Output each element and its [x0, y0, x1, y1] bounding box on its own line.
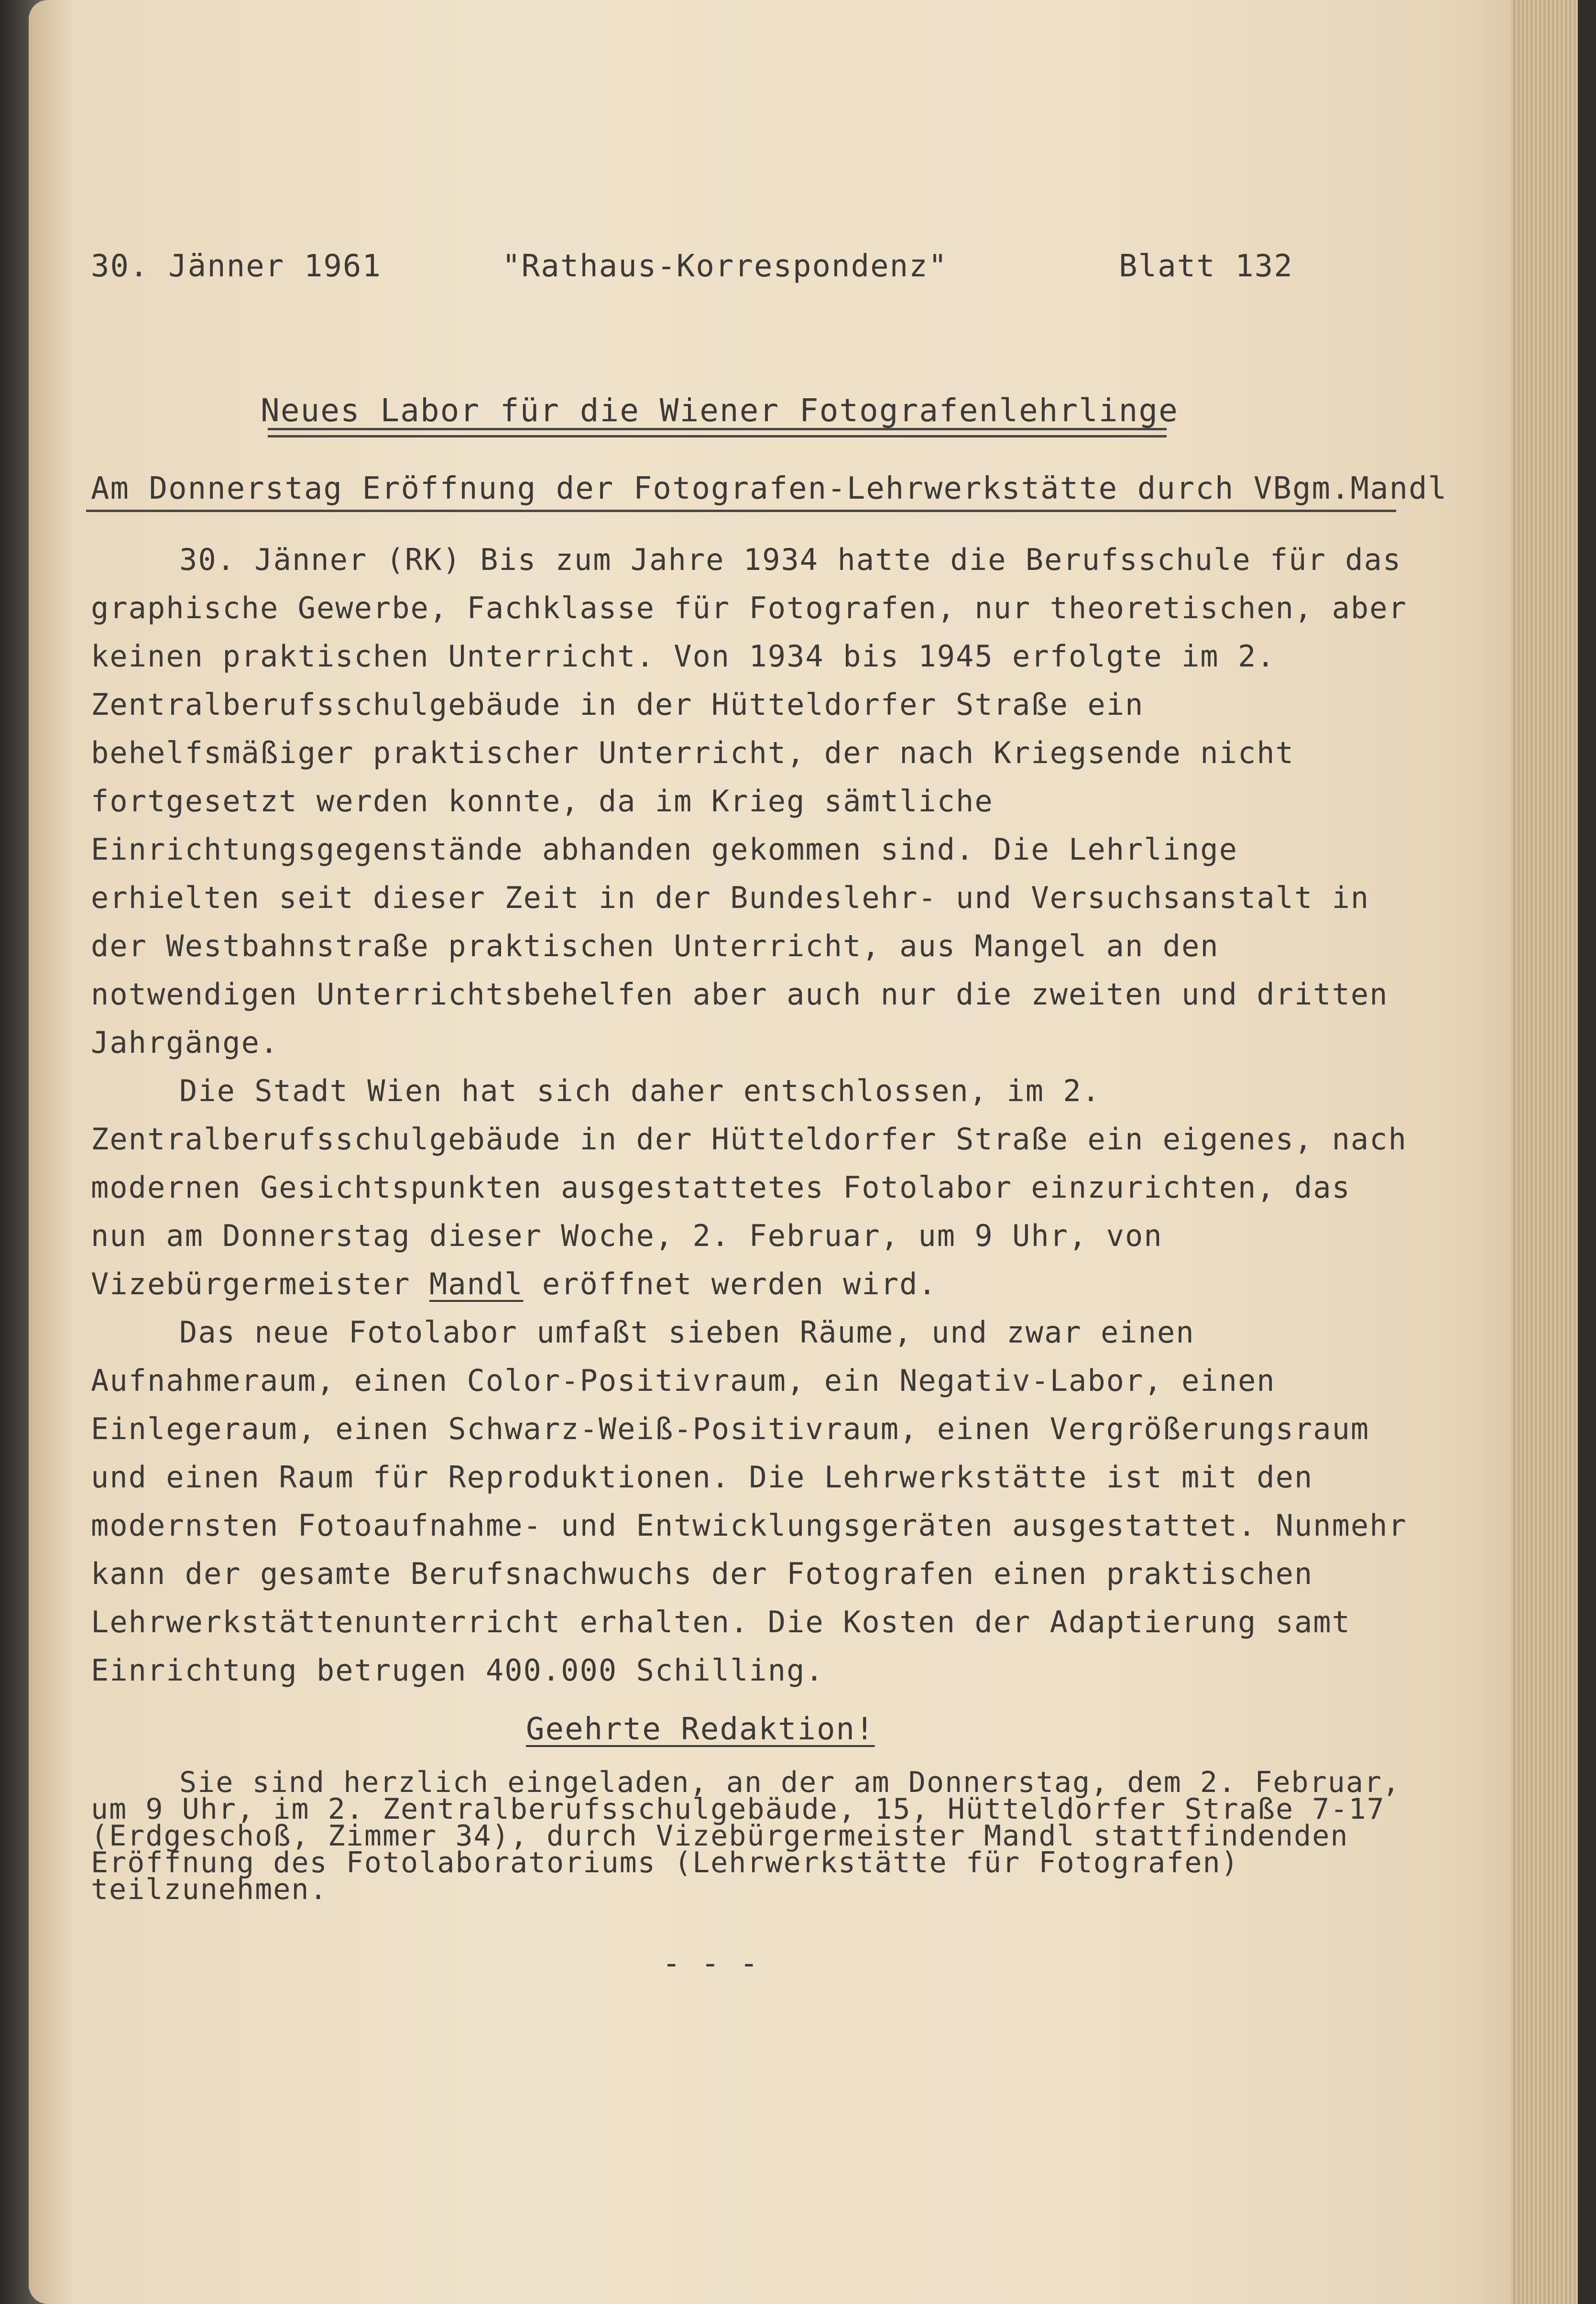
end-mark: - - -: [662, 1946, 759, 1981]
subtitle-rule: [86, 510, 1396, 512]
article-subtitle: Am Donnerstag Eröffnung der Fotografen-Lehrwerkstätte durch VBgm.Mandl: [91, 471, 1448, 506]
invitation-text: Sie sind herzlich eingeladen, an der am Donnerstag, dem 2. Februar, um 9 Uhr, im 2. Zentralberufsschulgebäude, 15, Hütteldorfer Straße 7-17 (Erdgeschoß, Zimmer 34), durch Vizebürgermeister Mandl stattfindenden Eröffnung des Fotolaboratoriums (Lehrwerkstätte für Fotografen) teilzunehmen.: [91, 1766, 1401, 1906]
header-publication: "Rathaus-Korrespondenz": [502, 249, 948, 284]
article-title: Neues Labor für die Wiener Fotografenlehrlinge: [261, 392, 1179, 429]
typed-sheet: [86, 0, 1448, 2304]
header-date: 30. Jänner 1961: [91, 249, 382, 284]
page-stack-shadow: [1578, 0, 1596, 2304]
paragraph-2-text-a: Die Stadt Wien hat sich daher entschlossen, im 2. Zentralberufsschulgebäude in der Hütteldorfer Straße ein eigenes, nach modernen Gesichtspunkten ausgestattetes Fotolabor einzurichten, das nun am Donnerstag dieser Woche, 2. Februar, um 9 Uhr, von Vizebürgermeister: [91, 1073, 1407, 1301]
invitation-block: [91, 1766, 1420, 1906]
page-stack-edge: [1511, 0, 1578, 2304]
paragraph-2-text-b: eröffnet werden wird.: [523, 1267, 937, 1301]
title-double-rule: [268, 428, 1167, 437]
paragraph-3: Das neue Fotolabor umfaßt sieben Räume, und zwar einen Aufnahmeraum, einen Color-Positivraum, ein Negativ-Labor, einen Einlegeraum, einen Schwarz-Weiß-Positivraum, einen Vergrößerungsraum und einen Raum für Reproduktionen. Die Lehrwerkstätte ist mit den modernsten Fotoaufnahme- und Entwicklungsgeräten ausgestattet. Nunmehr kann der gesamte Berufsnachwuchs der Fotografen einen praktischen Lehrwerkstättenunterricht erhalten. Die Kosten der Adaptierung samt Einrichtung betrugen 400.000 Schilling.: [91, 1315, 1407, 1688]
invitation-greeting: Geehrte Redaktion!: [526, 1712, 875, 1747]
header-sheet-number: Blatt 132: [1119, 249, 1293, 284]
paragraph-2: [91, 1067, 1420, 1308]
article-body: [91, 535, 1420, 1694]
underlined-name: Mandl: [429, 1267, 524, 1301]
paragraph-1: 30. Jänner (RK) Bis zum Jahre 1934 hatte die Berufsschule für das graphische Gewerbe, Fachklasse für Fotografen, nur theoretischen, aber keinen praktischen Unterricht. Von 1934 bis 1945 erfolgte im 2. Zentralberufsschulgebäude in der Hütteldorfer Straße ein behelfsmäßiger praktischer Unterricht, der nach Kriegsende nicht fortgesetzt werden konnte, da im Krieg sämtliche Einrichtungsgegenstände abhanden gekommen sind. Die Lehrlinge erhielten seit dieser Zeit in der Bundeslehr- und Versuchsanstalt in der Westbahnstraße praktischen Unterricht, aus Mangel an den notwendigen Unterrichtsbehelfen aber auch nur die zweiten und dritten Jahrgänge.: [91, 542, 1407, 1060]
